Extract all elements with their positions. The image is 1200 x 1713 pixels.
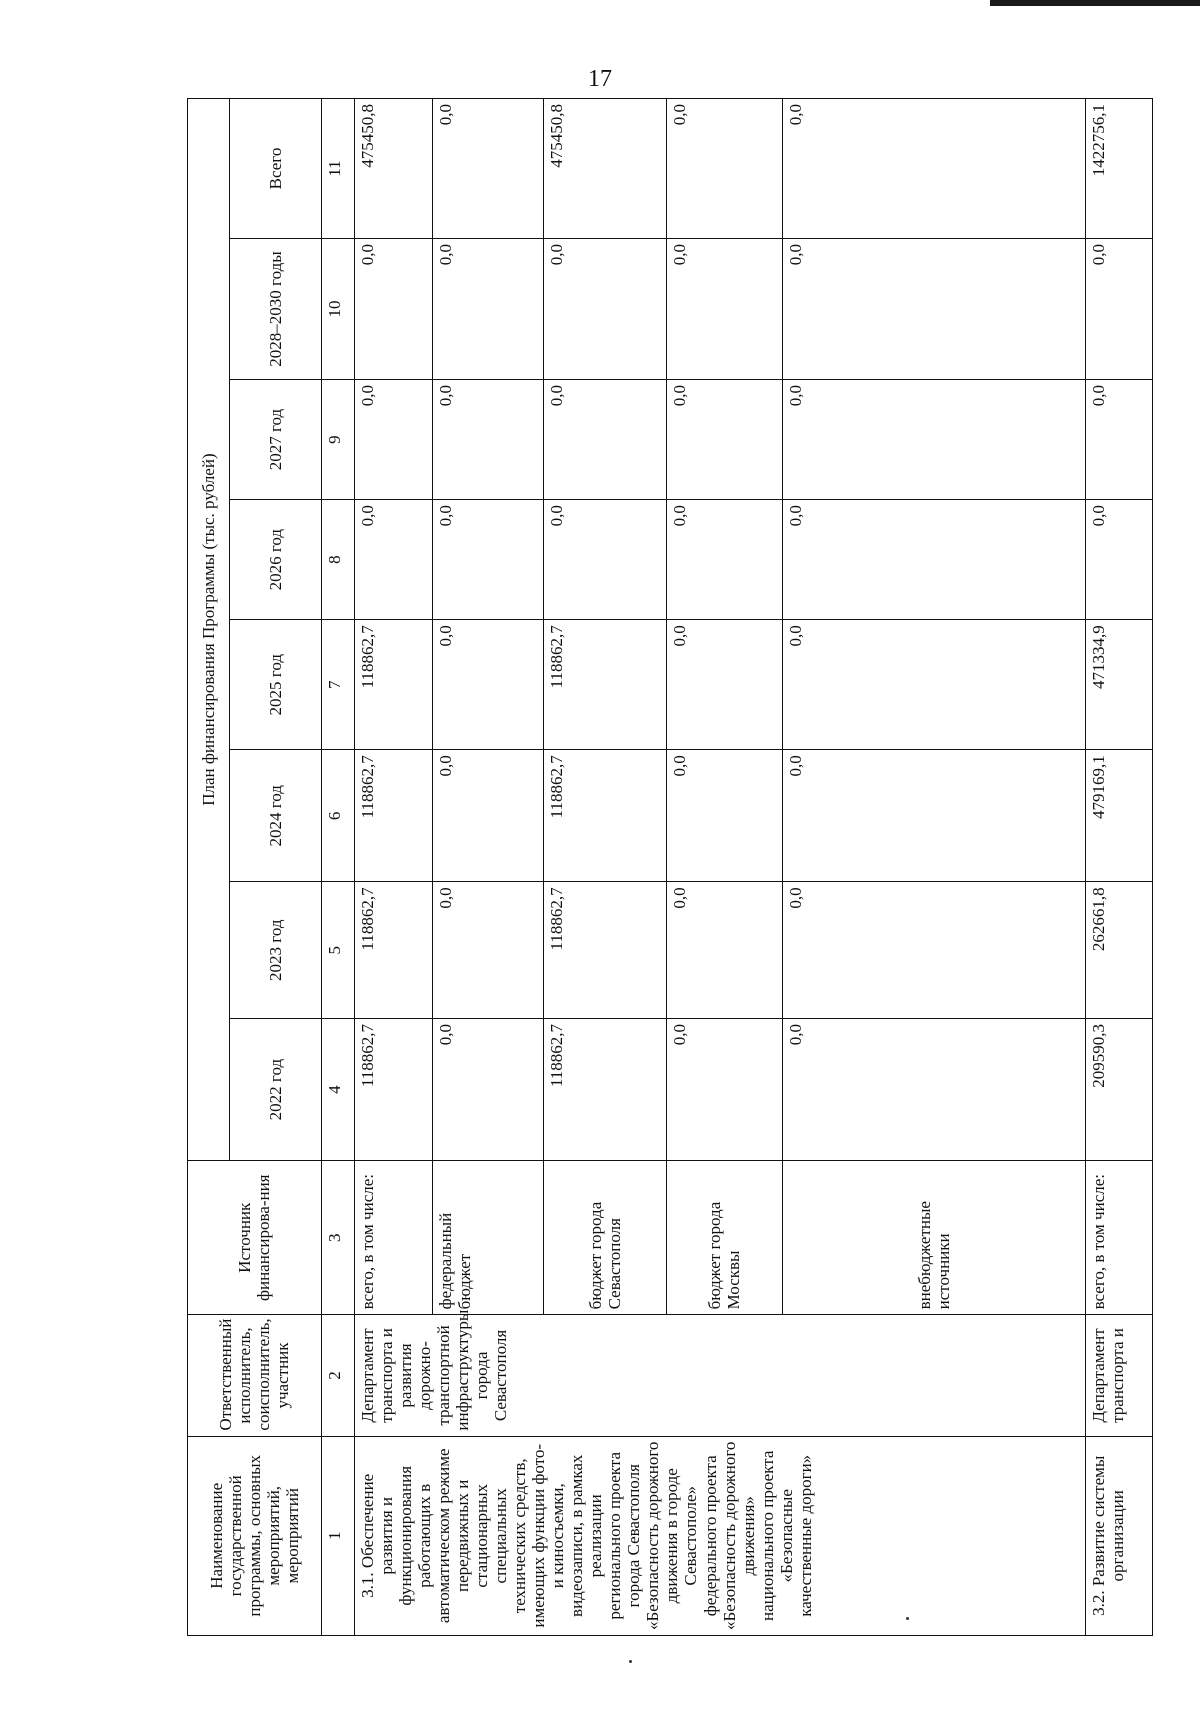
header-year-2026: 2026 год [230,500,321,620]
value-cell: 0,0 [666,882,783,1019]
value-cell: 0,0 [783,882,1086,1019]
table-row [1086,99,1153,1636]
value-cell: 0,0 [354,380,432,500]
col-number: 4 [321,1019,354,1161]
value-cell: 0,0 [783,500,1086,620]
table-row [354,99,432,1636]
value-cell: 0,0 [666,380,783,500]
page-number: 17 [588,66,612,92]
value-cell: 0,0 [1086,239,1153,380]
value-cell: 118862,7 [544,750,666,882]
value-cell: 0,0 [783,239,1086,380]
col-number: 5 [321,882,354,1019]
value-cell: 0,0 [432,1019,543,1161]
value-cell: 0,0 [666,750,783,882]
header-year-2022: 2022 год [230,1019,321,1161]
value-cell: 475450,8 [544,99,666,239]
value-cell: 118862,7 [354,620,432,750]
value-cell: 0,0 [432,620,543,750]
header-source: Источник финансирова-ния [188,1161,322,1315]
scan-edge-bar [990,0,1200,6]
value-cell: 118862,7 [354,1019,432,1161]
header-year-2024: 2024 год [230,750,321,882]
header-year-2023: 2023 год [230,882,321,1019]
value-cell: 209590,3 [1086,1019,1153,1161]
value-cell: 0,0 [354,239,432,380]
value-cell: 0,0 [544,500,666,620]
value-cell: 0,0 [544,239,666,380]
value-cell: 0,0 [432,750,543,882]
header-row-1 [188,99,230,1636]
value-cell: 0,0 [666,620,783,750]
value-cell: 0,0 [432,500,543,620]
value-cell: 0,0 [432,239,543,380]
value-cell: 0,0 [783,380,1086,500]
value-cell: 1422756,1 [1086,99,1153,239]
value-cell: 475450,8 [354,99,432,239]
value-cell: 0,0 [1086,500,1153,620]
value-cell: 0,0 [783,99,1086,239]
source-cell: бюджет города Севастополя [544,1161,666,1315]
value-cell: 0,0 [432,882,543,1019]
value-cell: 0,0 [666,99,783,239]
financing-table [187,98,1153,1636]
col-number: 11 [321,99,354,239]
source-cell: бюджет города Москвы [666,1161,783,1315]
column-number-row [321,99,354,1636]
value-cell: 0,0 [783,620,1086,750]
value-cell: 0,0 [432,380,543,500]
col-number: 2 [321,1315,354,1436]
value-cell: 262661,8 [1086,882,1153,1019]
value-cell: 118862,7 [354,750,432,882]
value-cell: 0,0 [354,500,432,620]
value-cell: 0,0 [666,1019,783,1161]
header-total: Всего [230,99,321,239]
measure-3-2-name: 3.2. Развитие системы организации [1086,1436,1153,1635]
header-plan-group: План финансирования Программы (тыс. рублей) [188,99,230,1161]
source-cell: федеральный бюджет [432,1161,543,1315]
value-cell: 0,0 [783,1019,1086,1161]
value-cell: 479169,1 [1086,750,1153,882]
value-cell: 118862,7 [544,620,666,750]
header-years-2028-2030: 2028–2030 годы [230,239,321,380]
measure-3-1-responsible: Департамент транспорта и развития дорожно-транспортной инфраструктуры города Севастополя [354,1315,1085,1436]
header-program-name: Наименование государственной программы, основных мероприятий, мероприятий [188,1436,322,1635]
header-year-2027: 2027 год [230,380,321,500]
col-number: 1 [321,1436,354,1635]
value-cell: 0,0 [432,99,543,239]
col-number: 10 [321,239,354,380]
col-number: 6 [321,750,354,882]
col-number: 7 [321,620,354,750]
measure-3-1-name: 3.1. Обеспечение развития и функционирования работающих в автоматическом режиме передвижных и стационарных специальных технических средств, имеющих функции фото- и киносъемки, видеозаписи, в рамках реализации регионального проекта города Севастополя «Безопасность дорожного движения в городе Севастополе» федерального проекта «Безопасность дорожного движения» национального проекта «Безопасные качественные дороги» [354,1436,1085,1635]
value-cell: 471334,9 [1086,620,1153,750]
scan-speck [629,1660,632,1663]
value-cell: 0,0 [666,239,783,380]
header-responsible: Ответственный исполнитель, соисполнитель, участник [188,1315,322,1436]
rotated-table-container [187,98,1153,1636]
value-cell: 0,0 [1086,380,1153,500]
col-number: 3 [321,1161,354,1315]
source-cell: внебюджетные источники [783,1161,1086,1315]
value-cell: 118862,7 [544,882,666,1019]
value-cell: 0,0 [666,500,783,620]
value-cell: 118862,7 [544,1019,666,1161]
col-number: 9 [321,380,354,500]
measure-3-2-responsible: Департамент транспорта и [1086,1315,1153,1436]
header-year-2025: 2025 год [230,620,321,750]
col-number: 8 [321,500,354,620]
value-cell: 0,0 [544,380,666,500]
value-cell: 118862,7 [354,882,432,1019]
scan-speck [906,1617,909,1620]
source-cell: всего, в том числе: [1086,1161,1153,1315]
source-cell: всего, в том числе: [354,1161,432,1315]
value-cell: 0,0 [783,750,1086,882]
